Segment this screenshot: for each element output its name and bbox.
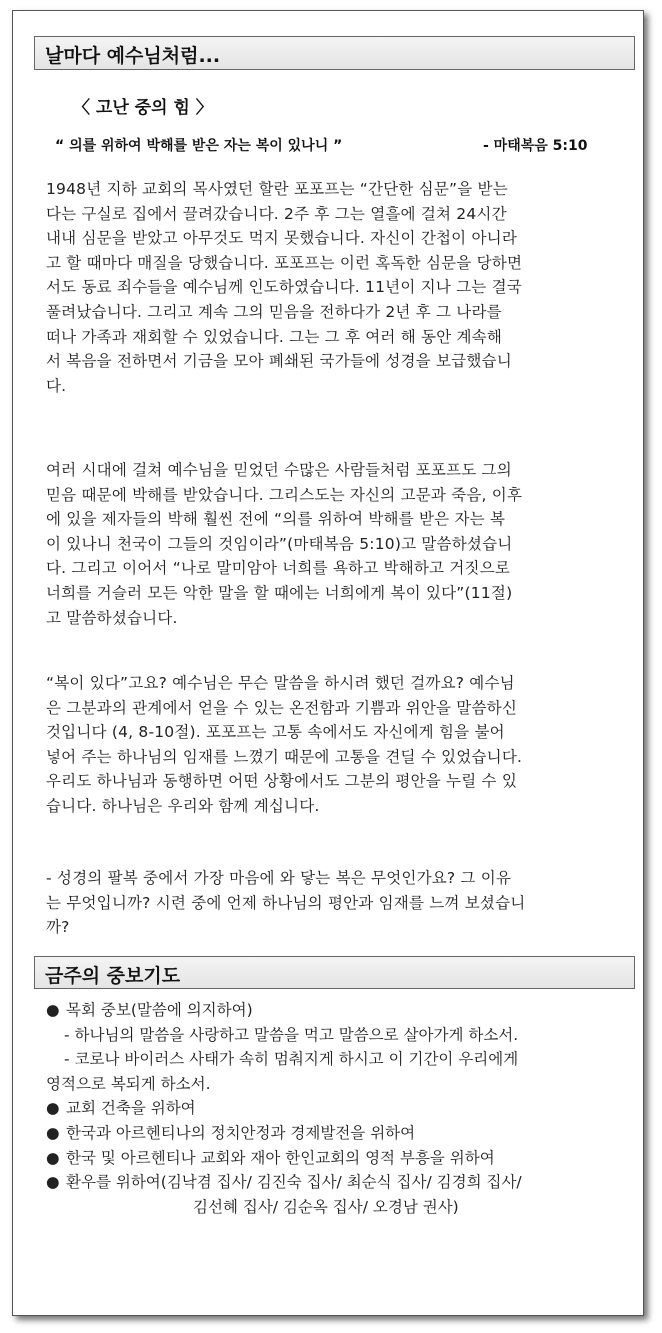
paragraph-line: “복이 있다”고요? 예수님은 무슨 말씀을 하시려 했던 걸까요? 예수님 (46, 674, 515, 692)
paragraph-line: 서 복음을 전하면서 기금을 모아 폐쇄된 국가들에 성경을 보급했습니 (46, 352, 512, 371)
prayer-item-continued: 김선혜 집사/ 김순옥 집사/ 오경남 권사) (193, 1197, 459, 1216)
paragraph-line: 는 무엇입니까? 시련 중에 언제 하나님의 평안과 임재를 느껴 보셨습니 (46, 893, 526, 912)
prayer-subitem: - 코로나 바이러스 사태가 속히 멈춰지게 하시고 이 기간이 우리에게 (64, 1050, 519, 1069)
prayer-item-text: 교회 건축을 위하여 (66, 1099, 196, 1118)
paragraph-line: 고 할 때마다 매질을 당했습니다. 포포프는 이런 혹독한 심문을 당하면 (46, 253, 523, 272)
prayer-item (46, 1121, 636, 1146)
prayer-item (46, 1146, 636, 1171)
prayer-title-box (34, 956, 635, 989)
bullet-icon: ● (46, 1123, 60, 1142)
paragraph-line: 이 있나니 천국이 그들의 것임이라”(마태복음 5:10)고 말씀하셨습니 (46, 534, 513, 553)
paragraph-2 (46, 458, 626, 630)
paragraph-line: 은 그분과의 관계에서 얻을 수 있는 온전함과 기쁨과 위안을 말씀하신 (46, 698, 517, 717)
prayer-item-text: 환우를 위하여(김낙겸 집사/ 김진숙 집사/ 최순식 집사/ 김경희 집사/ (66, 1173, 522, 1192)
paragraph-line: - 성경의 팔복 중에서 가장 마음에 와 닿는 복은 무엇인가요? 그 이유 (46, 869, 512, 887)
paragraph-line: 우리도 하나님과 동행하면 어떤 상황에서도 그분의 평안을 누릴 수 있 (46, 772, 517, 791)
verse-quote: “ 의를 위하여 박해를 받은 자는 복이 있나니 ” (55, 138, 343, 154)
paragraph-line: 다. 그리고 이어서 “나로 말미암아 너희를 욕하고 박해하고 거짓으로 (46, 559, 511, 578)
paragraph-1 (46, 177, 626, 398)
paragraph-line: 여러 시대에 걸쳐 예수님을 믿었던 수많은 사람들처럼 포포프도 그의 (46, 461, 512, 479)
sermon-subtitle: 〈 고난 중의 힘 〉 (73, 98, 213, 118)
paragraph-line: 믿음 때문에 박해를 받았습니다. 그리스도는 자신의 고문과 죽음, 이후 (46, 485, 523, 504)
page-title-box (34, 36, 635, 70)
bullet-icon: ● (46, 1099, 60, 1118)
prayer-item-text: 한국과 아르헨티나의 정치안정과 경제발전을 위하여 (66, 1123, 416, 1142)
document-page (12, 10, 644, 1316)
bullet-icon: ● (46, 1173, 60, 1192)
prayer-item (46, 1170, 636, 1195)
paragraph-line: 내내 심문을 받았고 아무것도 먹지 못했습니다. 자신이 간첩이 아니라 (46, 229, 517, 248)
paragraph-line: 것입니다 (4, 8-10절). 포포프는 고통 속에서도 자신에게 힘을 불어 (46, 723, 505, 742)
paragraph-line: 고 말씀하셨습니다. (46, 608, 178, 627)
prayer-item-text: 목회 중보(말씀에 의지하여) (66, 1001, 253, 1019)
paragraph-3 (46, 671, 626, 819)
paragraph-line: 에 있을 제자들의 박해 훨씬 전에 “의를 위하여 박해를 받은 자는 복 (46, 510, 506, 529)
prayer-item-text: 한국 및 아르헨티나 교회와 재아 한인교회의 영적 부흥을 위하여 (66, 1148, 495, 1167)
paragraph-line: 다는 구실로 집에서 끌려갔습니다. 2주 후 그는 열흘에 걸쳐 24시간 (46, 204, 507, 223)
paragraph-line: 다. (46, 376, 67, 395)
prayer-list (46, 998, 636, 1219)
paragraph-line: 까? (46, 918, 70, 937)
prayer-title: 금주의 중보기도 (45, 965, 181, 987)
paragraph-line: 풀려났습니다. 그리고 계속 그의 믿음을 전하다가 2년 후 그 나라를 (46, 302, 502, 321)
paragraph-line: 넣어 주는 하나님의 임재를 느꼈기 때문에 고통을 견딜 수 있었습니다. (46, 747, 523, 766)
paragraph-line: 떠나 가족과 재회할 수 있었습니다. 그는 그 후 여러 해 동안 계속해 (46, 327, 503, 346)
paragraph-line: 너희를 거슬러 모든 악한 말을 할 때에는 너희에게 복이 있다”(11절) (46, 583, 513, 602)
paragraph-line: 서도 동료 죄수들을 예수님께 인도하였습니다. 11년이 지나 그는 결국 (46, 278, 522, 297)
paragraph-line: 습니다. 하나님은 우리와 함께 계십니다. (46, 796, 320, 815)
prayer-item (46, 998, 636, 1023)
reflection-question (46, 866, 626, 940)
paragraph-line: 1948년 지하 교회의 목사였던 할란 포포프는 “간단한 심문”을 받는 (46, 180, 508, 198)
verse-reference: - 마태복음 5:10 (483, 138, 588, 154)
prayer-item (46, 1096, 636, 1121)
prayer-subitem-continued: 영적으로 복되게 하소서. (46, 1074, 211, 1093)
bullet-icon: ● (46, 1148, 60, 1167)
bullet-icon: ● (46, 1001, 60, 1019)
prayer-subitem: - 하나님의 말씀을 사랑하고 말씀을 먹고 말씀으로 살아가게 하소서. (64, 1025, 519, 1044)
page-title: 날마다 예수님처럼... (45, 45, 221, 67)
